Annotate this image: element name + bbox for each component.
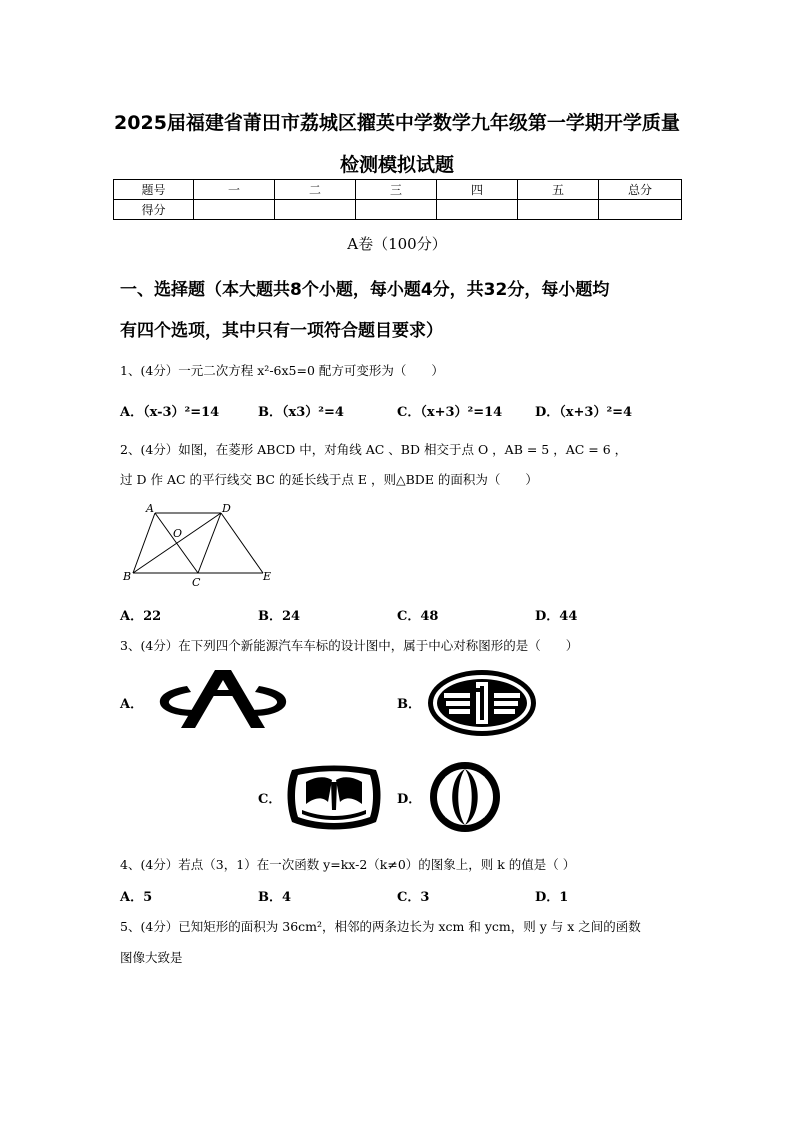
score-cell — [194, 200, 275, 220]
score-header-cell: 四 — [437, 180, 518, 200]
label-b: B — [123, 570, 132, 583]
rhombus-figure — [118, 500, 278, 592]
question-1-text: 1、(4分）一元二次方程 x²-6x5=0 配方可变形为（ ） — [120, 363, 444, 378]
score-row-label: 得分 — [114, 200, 194, 220]
q1-option-a: A．（x-3）²=14 — [120, 405, 220, 420]
logo-a-icon — [153, 668, 293, 730]
page-title-line2: 检测模拟试题 — [339, 154, 454, 176]
page-title-line1: 2025届福建省莆田市荔城区擢英中学数学九年级第一学期开学质量 — [114, 112, 680, 134]
paper-a-heading: A卷（100分） — [347, 235, 447, 253]
q4-option-c: C．3 — [397, 890, 430, 905]
score-cell — [275, 200, 356, 220]
q4-option-d: D．1 — [535, 890, 569, 905]
question-5-line2: 图像大致是 — [120, 950, 183, 965]
q4-option-b: B．4 — [258, 890, 292, 905]
q4-option-a: A．5 — [120, 890, 153, 905]
label-d: D — [222, 502, 231, 515]
score-cell — [599, 200, 682, 220]
section-1-heading-line1: 一、选择题（本大题共8个小题，每小题4分，共32分，每小题均 — [120, 280, 610, 300]
question-2-line2: 过 D 作 AC 的平行线交 BC 的延长线于点 E ，则△BDE 的面积为（ ） — [120, 472, 538, 487]
q3-option-a: A． — [120, 697, 144, 712]
logo-b-icon — [426, 668, 538, 738]
score-header-cell: 一 — [194, 180, 275, 200]
score-header-cell: 二 — [275, 180, 356, 200]
q1-option-b: B．（x3）²=4 — [258, 405, 344, 420]
score-table-score-row — [114, 200, 682, 220]
label-a: A — [146, 502, 154, 515]
question-4-text: 4、(4分）若点（3，1）在一次函数 y=kx-2（k≠0）的图象上，则 k 的值是（ ） — [120, 857, 576, 872]
question-2-line1: 2、(4分）如图，在菱形 ABCD 中，对角线 AC 、BD 相交于点 O ，AB = 5 ，AC = 6 ， — [120, 442, 628, 457]
q2-option-a: A．22 — [120, 609, 162, 624]
question-5-line1: 5、(4分）已知矩形的面积为 36cm²，相邻的两条边长为 xcm 和 ycm，则 y 与 x 之间的函数 — [120, 919, 641, 934]
score-cell — [356, 200, 437, 220]
score-table — [113, 179, 682, 220]
score-header-cell: 总分 — [599, 180, 682, 200]
q2-option-d: D．44 — [535, 609, 578, 624]
label-o: O — [173, 527, 183, 540]
label-c: C — [192, 576, 201, 589]
score-cell — [437, 200, 518, 220]
score-table-header-row — [114, 180, 682, 200]
score-header-cell: 五 — [518, 180, 599, 200]
logo-c-icon — [282, 762, 386, 834]
score-cell — [518, 200, 599, 220]
label-e: E — [263, 570, 272, 583]
score-header-cell: 三 — [356, 180, 437, 200]
q3-option-b: B． — [397, 697, 421, 712]
score-header-cell: 题号 — [114, 180, 194, 200]
q3-option-d: D． — [397, 792, 422, 807]
q1-option-d: D．（x+3）²=4 — [535, 405, 633, 420]
question-3-text: 3、(4分）在下列四个新能源汽车车标的设计图中，属于中心对称图形的是（ ） — [120, 638, 579, 653]
q2-option-c: C．48 — [397, 609, 439, 624]
logo-d-icon — [426, 760, 504, 834]
q3-option-c: C． — [258, 792, 282, 807]
section-1-heading-line2: 有四个选项，其中只有一项符合题目要求） — [120, 321, 443, 341]
q1-option-c: C．（x+3）²=14 — [397, 405, 503, 420]
q2-option-b: B．24 — [258, 609, 301, 624]
